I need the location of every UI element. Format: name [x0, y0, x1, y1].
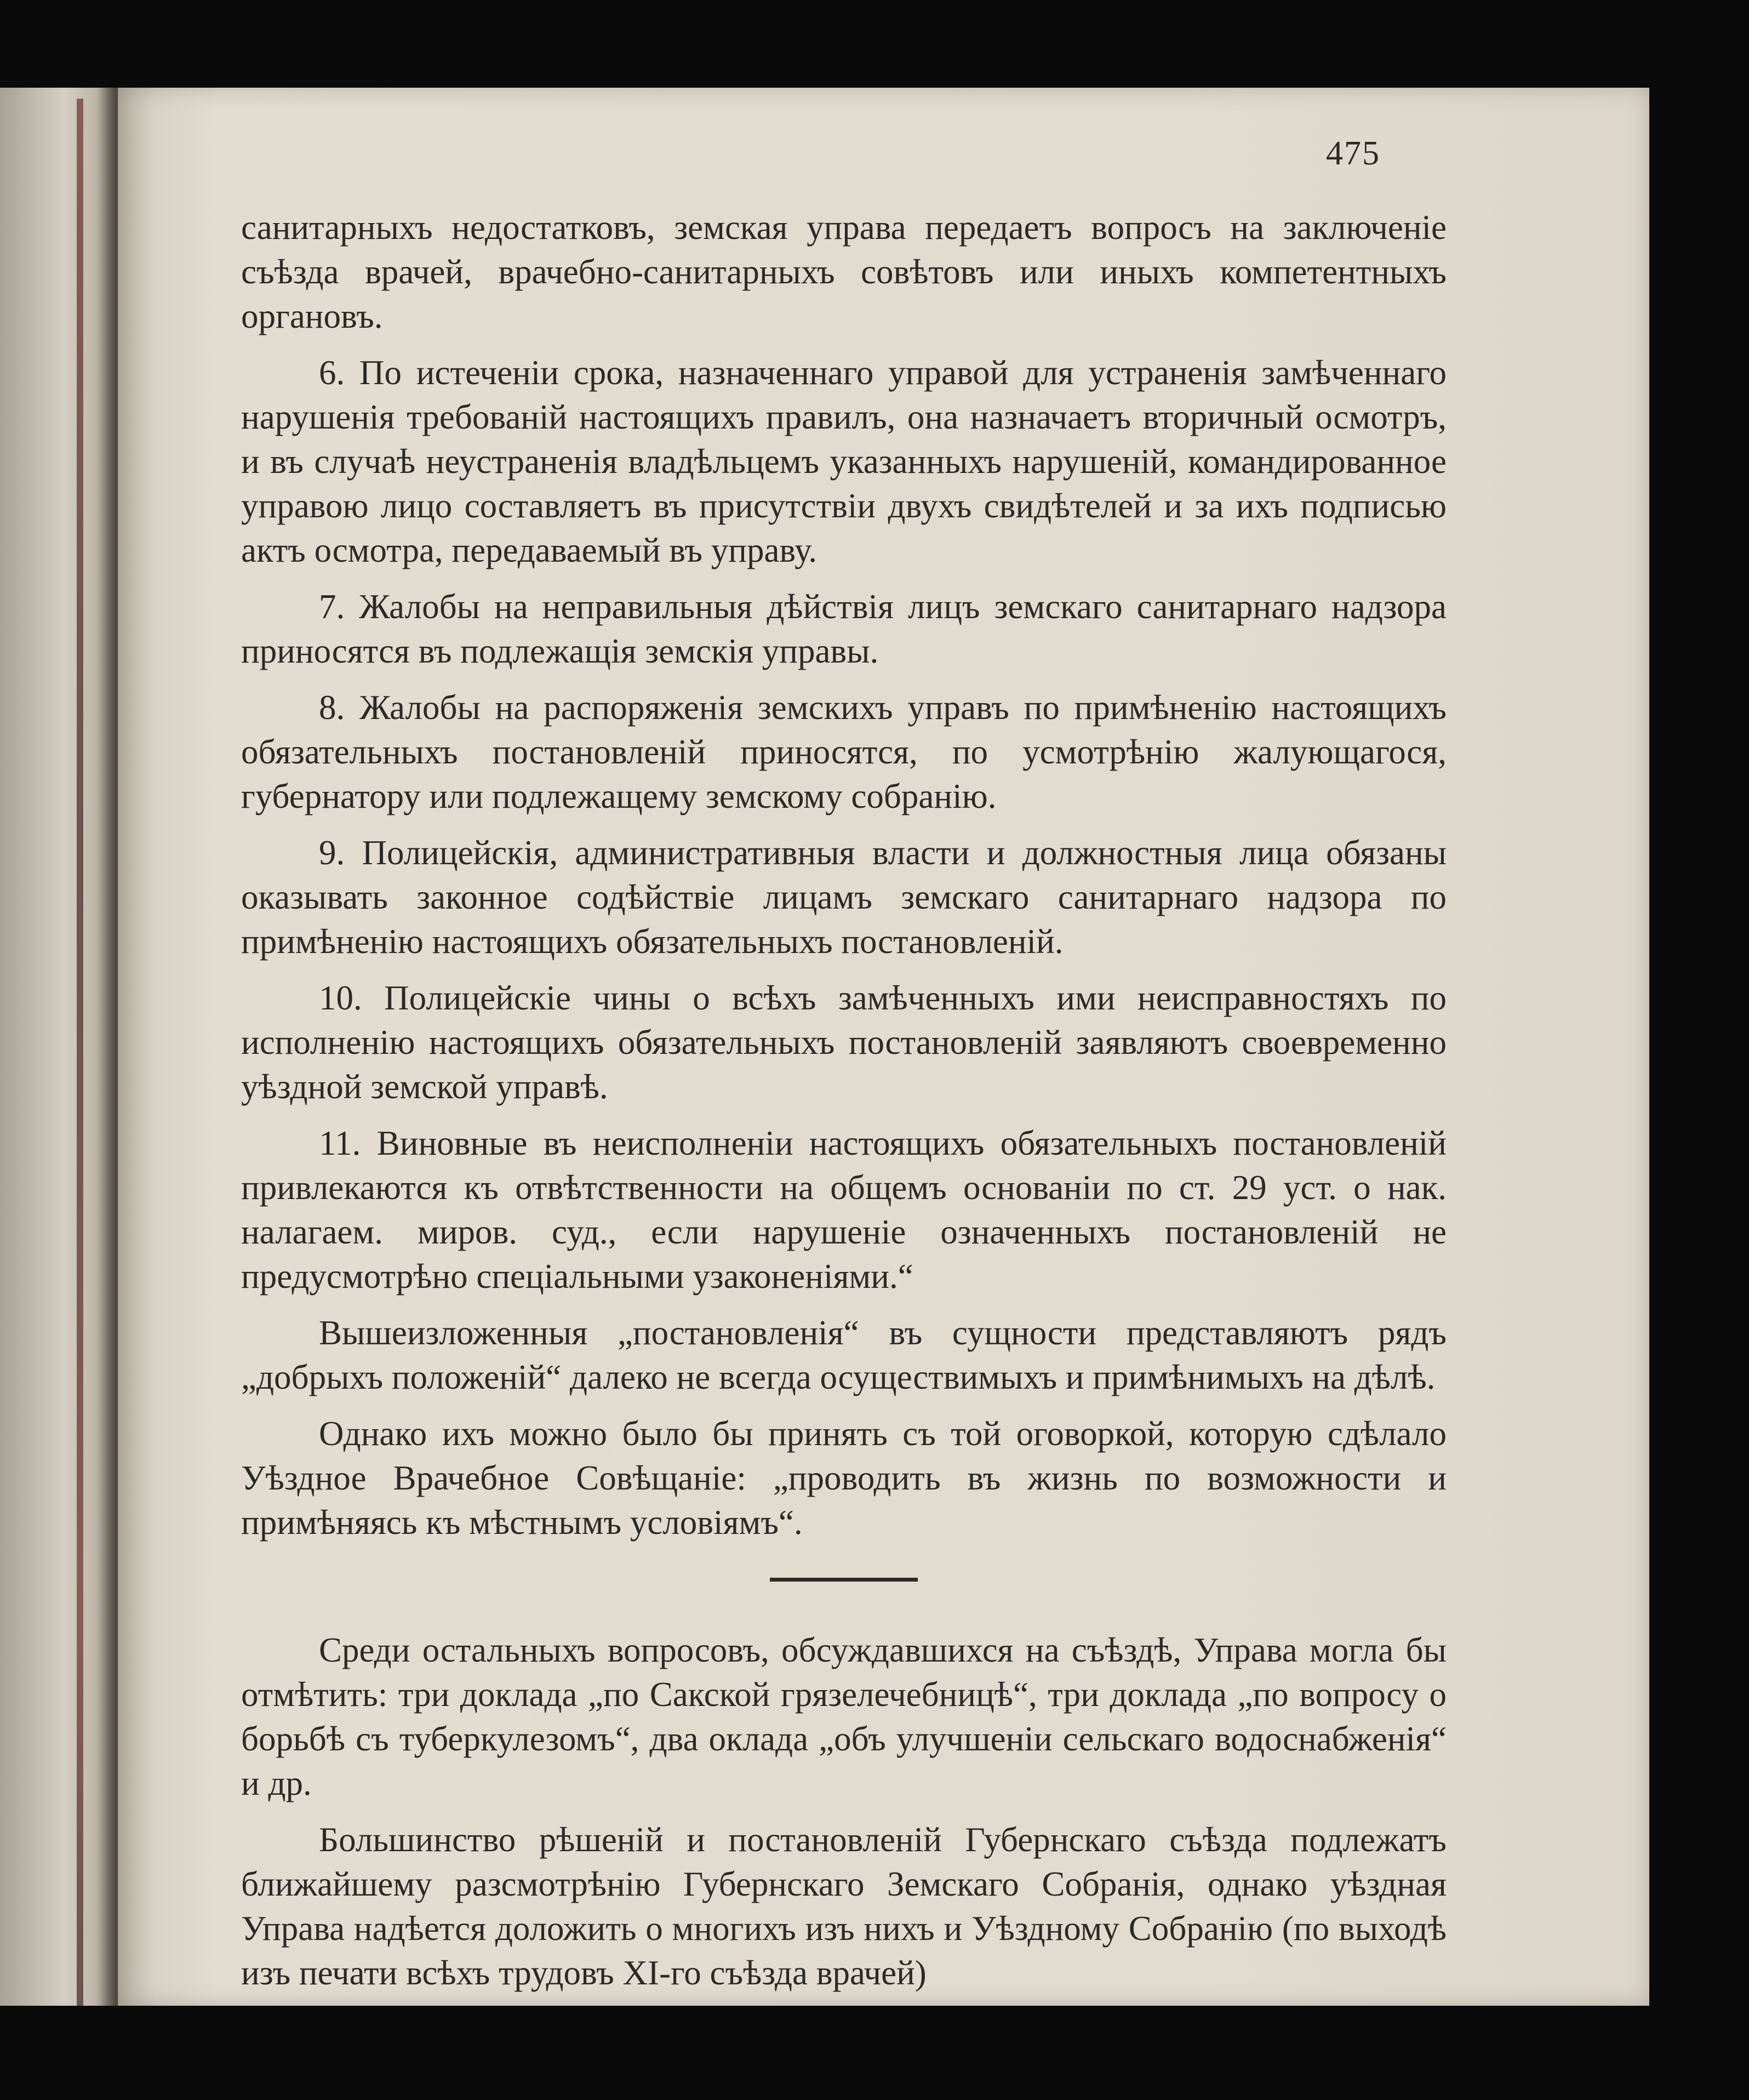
paragraph-continuation: санитарныхъ недостатковъ, земская управа передаетъ вопросъ на заключеніе съѣзда врачей, врачебно-санитарныхъ совѣтовъ или иныхъ компетентныхъ органовъ.: [241, 208, 1447, 335]
paragraph-other-questions: Среди остальныхъ вопросовъ, обсуждавшихся на съѣздѣ, Управа могла бы отмѣтить: три доклада „по Сакской грязелечебницѣ“, три доклада „по вопросу о борьбѣ съ туберкулезомъ“, два оклада „объ улучшеніи сельскаго водоснабженія“ и др.: [241, 1631, 1447, 1802]
paragraph-commentary: Вышеизложенныя „постановленія“ въ сущности представляютъ рядъ „добрыхъ положеній“ далеко не всегда осуществимыхъ и примѣнимыхъ на дѣлѣ.: [241, 1314, 1447, 1396]
binding-shadow: [96, 88, 118, 2006]
paragraph-rule-7: 7. Жалобы на неправильныя дѣйствія лицъ земскаго санитарнаго надзора приносятся въ подлежащія земскія управы.: [241, 587, 1447, 670]
section-divider: [770, 1578, 918, 1582]
paragraph-rule-10: 10. Полицейскіе чины о всѣхъ замѣченныхъ ими неисправностяхъ по исполненію настоящихъ обязательныхъ постановленій заявляютъ своевременно уѣздной земской управѣ.: [241, 979, 1447, 1106]
book-spine: [77, 99, 83, 2006]
paragraph-decisions: Большинство рѣшеній и постановленій Губернскаго съѣзда подлежатъ ближайшему разсмотрѣнію Губернскаго Земскаго Собранія, однако уѣздная Управа надѣется доложить о многихъ изъ нихъ и Уѣздному Собранію (по выходѣ изъ печати всѣхъ трудовъ XI-го съѣзда врачей): [241, 1821, 1447, 1992]
paragraph-commentary: Однако ихъ можно было бы принять съ той оговоркой, которую сдѣлало Уѣздное Врачебное Совѣщаніе: „проводить въ жизнь по возможности и примѣняясь къ мѣстнымъ условіямъ“.: [241, 1414, 1447, 1542]
page-text: [241, 206, 1447, 2007]
paragraph-rule-9: 9. Полицейскія, административныя власти и должностныя лица обязаны оказывать законное содѣйствіе лицамъ земскаго санитарнаго надзора по примѣненію настоящихъ обязательныхъ постановленій.: [241, 834, 1447, 961]
paragraph-rule-6: 6. По истеченіи срока, назначеннаго управой для устраненія замѣченнаго нарушенія требованій настоящихъ правилъ, она назначаетъ вторичный осмотръ, и въ случаѣ неустраненія владѣльцемъ указанныхъ нарушеній, командированное управою лицо составляетъ въ присутствіи двухъ свидѣтелей и за ихъ подписью актъ осмотра, передаваемый въ управу.: [241, 353, 1447, 569]
page-number: 475: [1326, 135, 1380, 172]
paragraph-rule-11: 11. Виновные въ неисполненіи настоящихъ обязательныхъ постановленій привлекаются къ отвѣтственности на общемъ основаніи по ст. 29 уст. о нак. налагаем. миров. суд., если нарушеніе означенныхъ постановленій не предусмотрѣно спеціальными узаконеніями.“: [241, 1124, 1447, 1296]
paragraph-rule-8: 8. Жалобы на распоряженія земскихъ управъ по примѣненію настоящихъ обязательныхъ постановленій приносятся, по усмотрѣнію жалующагося, губернатору или подлежащему земскому собранію.: [241, 688, 1447, 815]
